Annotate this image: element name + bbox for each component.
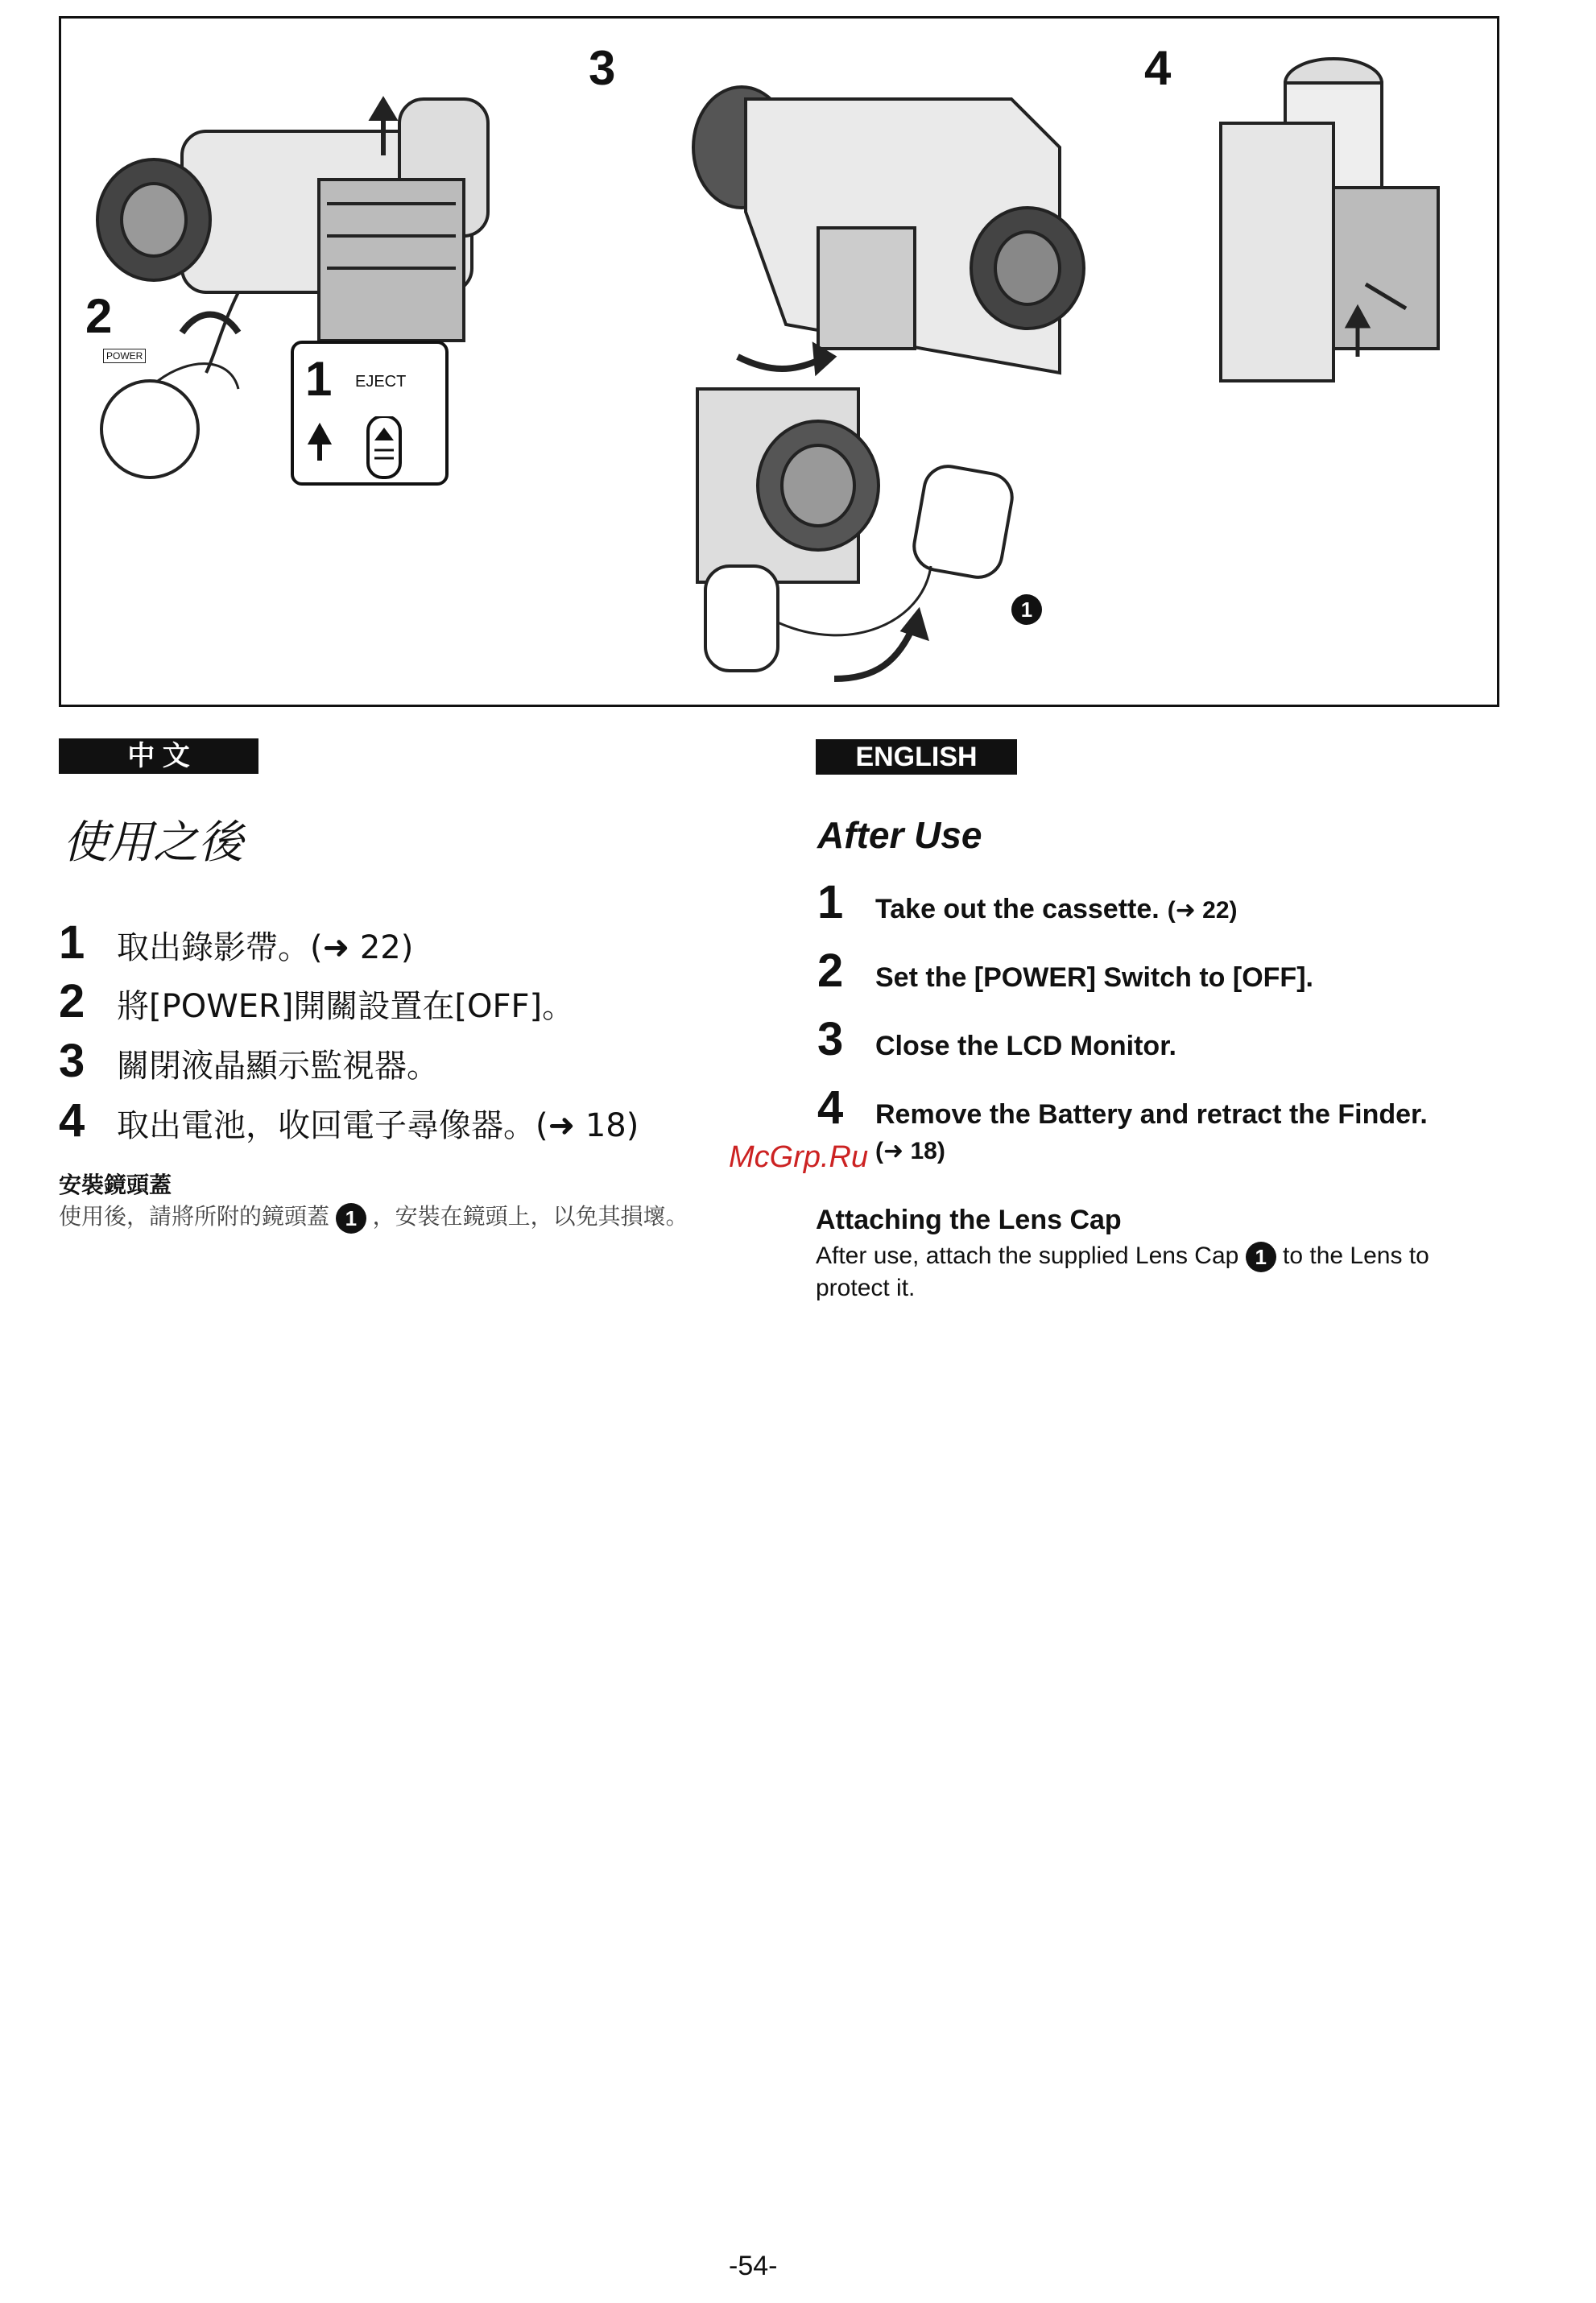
page-reference: (➜ 22): [1167, 897, 1238, 924]
camcorder-lcd-close-illustration: [673, 51, 1140, 389]
lens-cap-callout: 1: [336, 1203, 366, 1234]
step-text: Take out the cassette.: [875, 894, 1160, 924]
chinese-body-text-1: 使用後，請將所附的鏡頭蓋: [59, 1204, 330, 1229]
eject-callout-box: [291, 341, 449, 486]
step-number: 2: [817, 945, 844, 997]
watermark: McGrp.Ru: [729, 1140, 869, 1174]
eject-label: EJECT: [355, 373, 407, 391]
step-number: 4: [59, 1094, 85, 1147]
english-body-text-2: to the Lens to protect it.: [816, 1242, 1429, 1302]
battery-finder-illustration: [1205, 43, 1470, 413]
step-number: 3: [817, 1013, 844, 1065]
chinese-tab: 中 文: [59, 738, 258, 774]
page-reference: (➜ 18): [875, 1138, 945, 1164]
figure-step-2-label: 2: [85, 289, 113, 343]
english-step-4: [817, 1081, 1428, 1135]
english-step-3: [817, 1012, 1176, 1066]
english-step-2: [817, 944, 1313, 998]
figure-step-3-label: 3: [589, 41, 616, 95]
power-label: POWER: [103, 349, 146, 363]
lens-cap-callout: 1: [1246, 1242, 1276, 1272]
step-text: Remove the Battery and retract the Finder.: [875, 1099, 1428, 1130]
step-number: 2: [59, 975, 85, 1027]
page-number: -54-: [729, 2251, 778, 2281]
english-body-text-1: After use, attach the supplied Lens Cap: [816, 1242, 1239, 1269]
chinese-step-2: [59, 974, 574, 1028]
figure-step-1-label: 1: [305, 352, 333, 406]
chinese-subheading: 安裝鏡頭蓋: [59, 1172, 172, 1197]
lens-cap-illustration: [689, 381, 1140, 695]
chinese-body-text-2: ，安裝在鏡頭上，以免其損壞。: [372, 1204, 688, 1229]
chinese-step-1: [59, 916, 413, 970]
eject-lever-icon: [305, 416, 442, 481]
step-text: 取出錄影帶。(➜ 22): [117, 929, 414, 966]
chinese-title: 使用之後: [63, 817, 243, 869]
step-number: 4: [817, 1081, 844, 1134]
step-number: 3: [59, 1035, 85, 1087]
step-text: 關閉液晶顯示監視器。: [117, 1048, 439, 1085]
figure-step-4-label: 4: [1144, 41, 1172, 95]
step-text: Set the [POWER] Switch to [OFF].: [875, 962, 1313, 993]
chinese-body: [59, 1200, 727, 1234]
english-tab: ENGLISH: [816, 739, 1017, 775]
step-number: 1: [59, 916, 85, 969]
illustration-frame: [59, 16, 1499, 707]
step-number: 1: [817, 876, 844, 928]
english-subheading: Attaching the Lens Cap: [816, 1205, 1122, 1235]
step-text: 將[POWER]開關設置在[OFF]。: [117, 988, 575, 1025]
english-title: After Use: [817, 814, 982, 856]
lens-cap-callout: 1: [1011, 594, 1042, 625]
chinese-step-4: [59, 1094, 639, 1147]
english-step-1: [817, 875, 1238, 929]
english-body: [816, 1240, 1492, 1304]
chinese-step-3: [59, 1034, 439, 1088]
step-text: Close the LCD Monitor.: [875, 1031, 1176, 1061]
step-text: 取出電池，收回電子尋像器。(➜ 18): [117, 1107, 639, 1144]
